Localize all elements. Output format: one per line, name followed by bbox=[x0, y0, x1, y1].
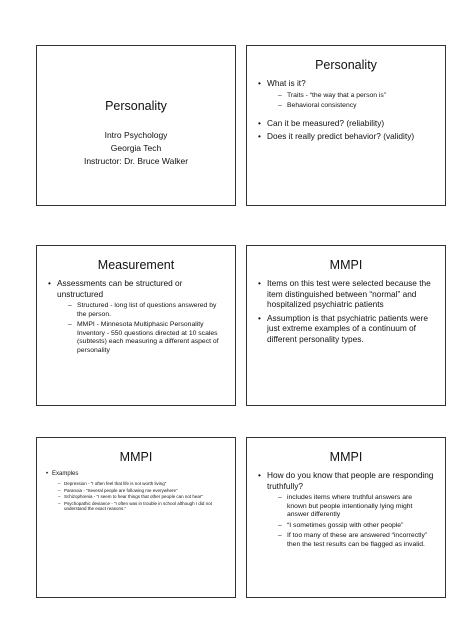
slide-6 bbox=[246, 437, 446, 598]
sub-bullet: – includes items where truthful answers are known but people intentionally lying might answer differently bbox=[247, 494, 445, 520]
slide-title: MMPI bbox=[119, 450, 153, 464]
bullet-list bbox=[247, 278, 445, 344]
slide-2 bbox=[246, 45, 446, 206]
slide-1 bbox=[36, 45, 236, 206]
bullet: • Assessments can be structured or unstructured bbox=[37, 278, 235, 299]
sub-bullet: – If too many of these are answered “incorrectly” then the test results can be flagged as invalid. bbox=[247, 532, 445, 549]
bullet: • Items on this test were selected because the item distinguished between “normal” and hospitalized psychiatric patients bbox=[247, 278, 445, 310]
bullet: • Can it be measured? (reliability) bbox=[247, 118, 445, 129]
slide-5 bbox=[36, 437, 236, 598]
slide-4 bbox=[246, 245, 446, 406]
slide-title: MMPI bbox=[329, 450, 363, 464]
bullet-list bbox=[37, 278, 235, 355]
bullet-list bbox=[37, 470, 235, 512]
subtitle-line: Intro Psychology bbox=[104, 130, 168, 140]
sub-bullet: – Traits - “the way that a person is” bbox=[247, 92, 445, 101]
sub-bullet: – Paranoia - “Several people are following me everywhere” bbox=[37, 488, 235, 494]
sub-bullet: – MMPI - Minnesota Multiphasic Personality Inventory - 550 questions directed at 10 scales (subtests) each measuring a different aspect of personality bbox=[37, 321, 235, 355]
sub-bullet: – Behavioral consistency bbox=[247, 102, 445, 111]
sub-bullet: – Depression - “I often feel that life is not worth living” bbox=[37, 481, 235, 487]
sub-bullet: – Structured - long list of questions answered by the person. bbox=[37, 302, 235, 319]
bullet-list bbox=[247, 78, 445, 142]
bullet: • Assumption is that psychiatric patients were just extreme examples of a continuum of different personality types. bbox=[247, 313, 445, 345]
slide-subtitle bbox=[37, 129, 235, 168]
subtitle-line: Instructor: Dr. Bruce Walker bbox=[83, 156, 189, 166]
bullet: • What is it? bbox=[247, 78, 445, 89]
slide-title: Personality bbox=[315, 58, 377, 72]
sub-bullet: – Schizophrenia - “I seem to hear things that other people can not hear” bbox=[37, 494, 235, 500]
subtitle-line: Georgia Tech bbox=[110, 143, 162, 153]
sub-bullet: – Psychopathic deviance - “I often was in trouble in school although I did not understand the exact reasons.” bbox=[37, 501, 235, 512]
slide-title: MMPI bbox=[329, 258, 363, 272]
bullet: • Does it really predict behavior? (validity) bbox=[247, 131, 445, 142]
slide-3 bbox=[36, 245, 236, 406]
sub-bullet: – “I sometimes gossip with other people” bbox=[247, 522, 445, 531]
slide-title: Personality bbox=[105, 99, 167, 113]
bullet: • How do you know that people are responding truthfully? bbox=[247, 470, 445, 491]
bullet-list bbox=[247, 470, 445, 549]
bullet: • Examples bbox=[37, 470, 235, 478]
slide-title: Measurement bbox=[97, 258, 175, 272]
